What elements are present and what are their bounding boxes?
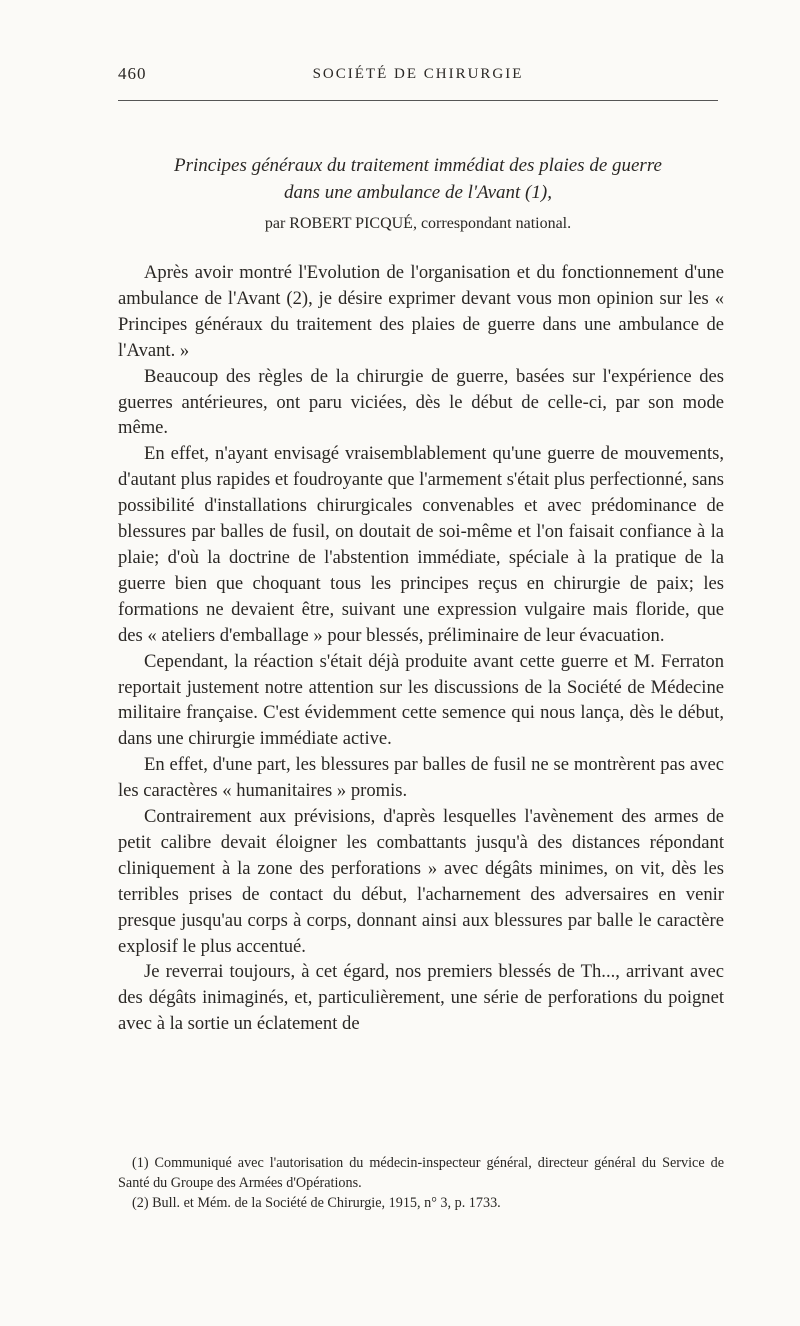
byline: par ROBERT PICQUÉ, correspondant national.: [264, 215, 572, 232]
journal-title: SOCIÉTÉ DE CHIRURGIE: [312, 66, 524, 82]
body-text: [118, 260, 724, 1037]
paragraph-4: Cependant, la réaction s'était déjà produite avant cette guerre et M. Ferraton reportait justement notre attention sur les discussions de la Société de Médecine militaire française. C'est évidemment cette semence qui nous lança, dès le début, dans une chirurgie immédiate active.: [118, 650, 724, 750]
title-line-2: dans une ambulance de l'Avant (1),: [284, 182, 552, 203]
footnote-1: (1) Communiqué avec l'autorisation du médecin-inspecteur général, directeur général du Service de Santé du Groupe des Armées d'Opérations.: [118, 1155, 724, 1191]
paragraph-2: Beaucoup des règles de la chirurgie de guerre, basées sur l'expérience des guerres antérieures, ont paru viciées, dès le début de celle-ci, par son mode même.: [118, 365, 724, 439]
running-head: [118, 58, 718, 88]
paragraph-5: En effet, d'une part, les blessures par balles de fusil ne se montrèrent pas avec les caractères « humanitaires » promis.: [118, 754, 724, 802]
footnote-2: (2) Bull. et Mém. de la Société de Chirurgie, 1915, n° 3, p. 1733.: [132, 1195, 501, 1211]
paragraph-3: En effet, n'ayant envisagé vraisemblablement qu'une guerre de mouvements, d'autant plus rapides et foudroyante que l'armement s'était plus perfectionné, sans possibilité d'installations chirurgicales convenables et avec prédominance de blessures par balles de fusil, on doutait de soi-même et l'on faisait confiance à la plaie; d'où la doctrine de l'abstention immédiate, spéciale à la pratique de la guerre bien que choquant tous les principes reçus en chirurgie de paix; les formations ne devaient être, suivant une expression vulgaire mais floride, que des « ateliers d'emballage » pour blessés, préliminaire de leur évacuation.: [118, 443, 724, 646]
footnotes: [118, 1153, 724, 1213]
paragraph-7: Je reverrai toujours, à cet égard, nos premiers blessés de Th..., arrivant avec des dégâts inimaginés, et, particulièrement, une série de perforations du poignet avec à la sortie un éclatement de: [118, 961, 724, 1035]
page-number: 460: [118, 64, 147, 83]
header-rule: [118, 100, 718, 101]
title-line-1: Principes généraux du traitement immédiat des plaies de guerre: [174, 155, 662, 176]
article-title: [118, 152, 718, 206]
paragraph-6: Contrairement aux prévisions, d'après lesquelles l'avènement des armes de petit calibre devait éloigner les combattants jusqu'à des distances répondant cliniquement à la zone des perforations » avec dégâts minimes, on vit, dès les terribles prises de contact du début, l'acharnement des adversaires en venir presque jusqu'au corps à corps, donnant ainsi aux blessures par balle le caractère explosif le plus accentué.: [118, 806, 724, 957]
paragraph-1: Après avoir montré l'Evolution de l'organisation et du fonctionnement d'une ambulance de l'Avant (2), je désire exprimer devant vous mon opinion sur les « Principes généraux du traitement des plaies de guerre dans une ambulance de l'Avant. »: [118, 262, 724, 361]
